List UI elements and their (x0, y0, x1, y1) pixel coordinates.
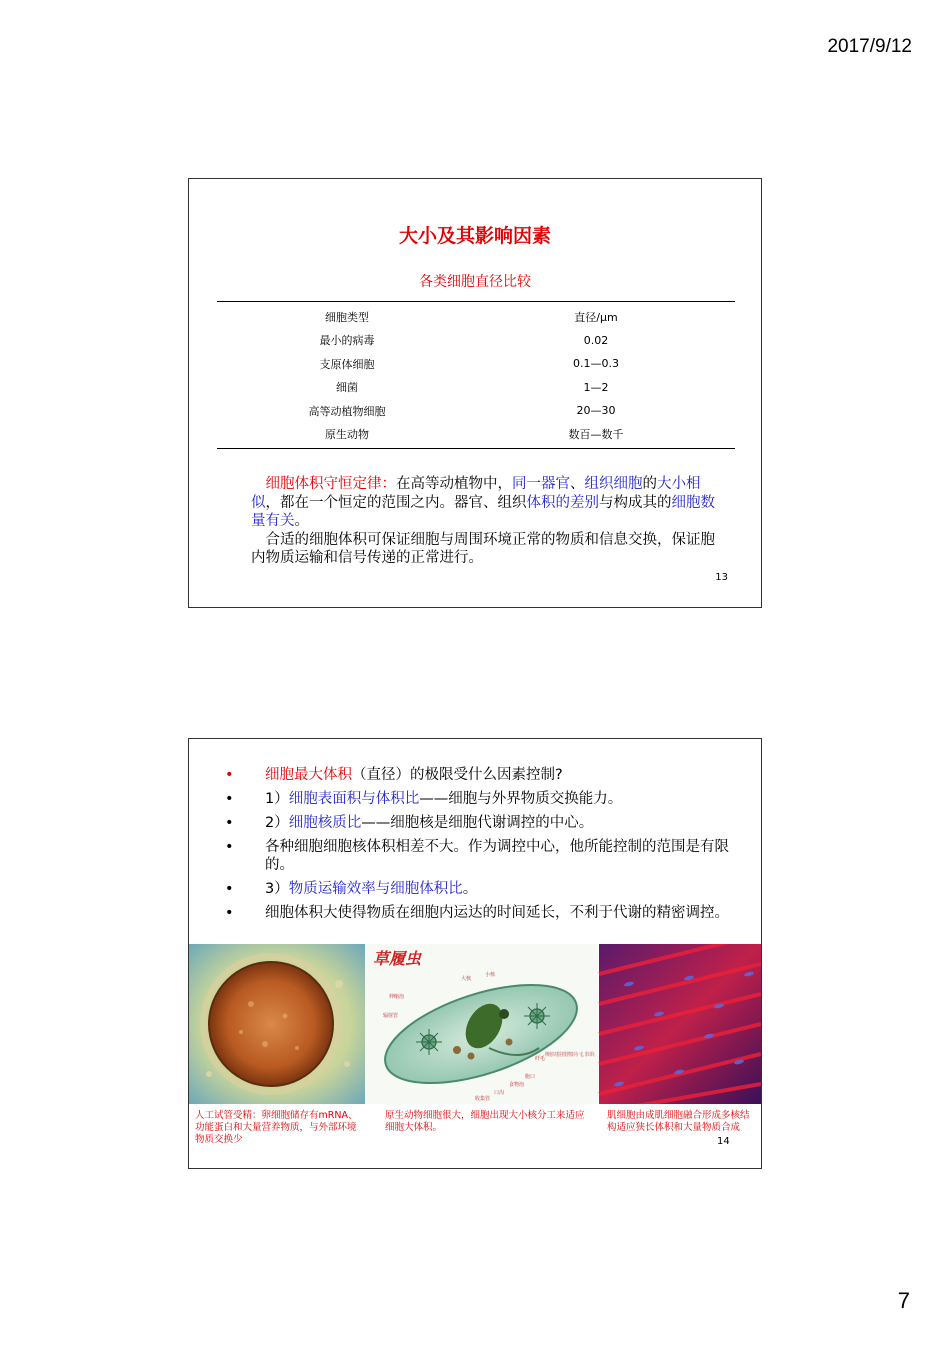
table-cell: 0.1—0.3 (573, 357, 619, 371)
text-run: ——细胞与外界物质交换能力。 (419, 791, 623, 807)
table-row (217, 352, 735, 376)
bullet-list (221, 766, 731, 928)
list-item (221, 904, 731, 922)
slide-14 (188, 738, 762, 1169)
image-row (189, 944, 761, 1104)
list-item (221, 814, 731, 832)
bullet-dot: • (225, 839, 234, 855)
caption-muscle-cells: 肌细胞由成肌细胞融合形成多核结构适应狭长体积和大量物质合成 (607, 1110, 750, 1133)
highlight-max-volume: 细胞最大体积 (265, 767, 352, 783)
colon: ： (381, 476, 396, 492)
page-number: 7 (897, 1288, 910, 1313)
text-run: 合适的细胞体积可保证细胞与周围环境正常的物质和信息交换，保证胞内物质运输和信号传递的正常进行。 (251, 531, 715, 566)
list-item (221, 838, 731, 874)
text-run: ，都在一个恒定的范围之内。器官、组织 (265, 494, 527, 511)
table-header-row (217, 305, 735, 329)
slide-number: 13 (715, 572, 728, 583)
text-run: 。 (462, 881, 478, 897)
label-cilia: 纤毛 (535, 1056, 546, 1062)
list-item (221, 880, 731, 898)
text-run: 的 (642, 476, 657, 492)
text-run: 3） (265, 881, 289, 897)
label-vacuole-function (545, 1051, 597, 1058)
table-caption: 各类细胞直径比较 (419, 274, 531, 290)
table-row (217, 399, 735, 423)
bullet-dot: • (225, 815, 234, 831)
slide-body-text (251, 475, 721, 568)
caption-egg-cell: 人工试管受精：卵细胞储存有mRNA、功能蛋白和大量营养物质，与外部环境物质交换少 (195, 1110, 358, 1145)
bullet-dot: • (225, 881, 234, 897)
bullet-dot: • (225, 767, 234, 783)
table-cell: 支原体细胞 (319, 357, 375, 371)
list-item (221, 790, 731, 808)
slide-title: 大小及其影响因素 (398, 225, 551, 247)
term-volume-law: 细胞体积守恒定律 (265, 476, 382, 492)
paramecium-diagram (365, 944, 598, 1104)
list-item (221, 766, 731, 784)
text-run: （直径）的极限受什么因素控制? (352, 767, 563, 783)
label-macronucleus: 大核 (461, 976, 472, 982)
highlight-nucleus-ratio: 细胞核质比 (288, 815, 362, 831)
highlight-cell-count: 细胞数量有关 (251, 494, 715, 529)
label-contractile-vacuole: 伸缩泡 (389, 994, 405, 1000)
text-run: 2） (265, 815, 289, 831)
table-row (217, 423, 735, 447)
label-micronucleus: 小核 (485, 972, 496, 978)
label-radial-canal: 辐射管 (383, 1013, 399, 1019)
table-row (217, 376, 735, 400)
slide-number: 14 (717, 1136, 730, 1147)
text-run: 、 (570, 476, 585, 492)
text-run: 1） (265, 791, 289, 807)
bullet-dot: • (225, 791, 234, 807)
table-cell: 20—30 (576, 404, 616, 418)
table-cell: 0.02 (583, 333, 609, 347)
table-cell: 最小的病毒 (319, 334, 375, 348)
table-row (217, 329, 735, 353)
label-oral-pore: 胞口 (525, 1074, 536, 1080)
text-run: 在高等动植物中， (396, 476, 512, 492)
highlight-surface-volume-ratio: 细胞表面积与体积比 (288, 791, 420, 807)
highlight-tissue-cells: 组织细胞 (584, 476, 643, 492)
cell-diameter-table (217, 301, 735, 449)
highlight-similar-size: 大小相似 (251, 476, 701, 511)
muscle-cells-image (599, 944, 761, 1104)
table-cell: 1—2 (583, 380, 609, 394)
text-run: ——细胞核是细胞代谢调控的中心。 (361, 815, 594, 831)
paragraph-volume-law (251, 475, 721, 531)
bullet-dot: • (225, 905, 234, 921)
table-cell: 高等动植物细胞 (308, 404, 386, 418)
text-run: 细胞体积大使得物质在细胞内运达的时间延长，不利于代谢的精密调控。 (265, 905, 729, 921)
label-collecting-canal: 收集管 (475, 1096, 491, 1102)
table-header-cell: 细胞类型 (325, 310, 369, 324)
text-run: 各种细胞细胞核体积相差不大。作为调控中心，他所能控制的范围是有限的。 (265, 839, 729, 873)
table-header-cell: 直径/μm (574, 310, 618, 324)
paragraph-suitable-volume (251, 531, 721, 568)
table-cell: 数百—数千 (568, 428, 624, 442)
egg-cell-image (189, 944, 365, 1104)
highlight-transport-efficiency: 物质运输效率与细胞体积比 (288, 881, 463, 897)
highlight-volume-difference: 体积的差别 (526, 494, 599, 511)
text-run: 与构成其的 (599, 494, 672, 511)
slide-13 (188, 178, 762, 608)
label-oral-groove: 口沟 (494, 1090, 505, 1096)
caption-paramecium: 原生动物细胞很大，细胞出现大小核分工来适应细胞大体积。 (385, 1110, 585, 1133)
paramecium-title: 草履虫 (373, 949, 422, 968)
text-run: 。 (294, 513, 309, 529)
label-food-vacuole: 食物泡 (509, 1082, 525, 1088)
header-date: 2017/9/12 (827, 36, 912, 57)
table-cell: 原生动物 (325, 428, 369, 442)
highlight-same-organ: 同一器官 (512, 476, 570, 492)
table-cell: 细菌 (336, 381, 358, 395)
